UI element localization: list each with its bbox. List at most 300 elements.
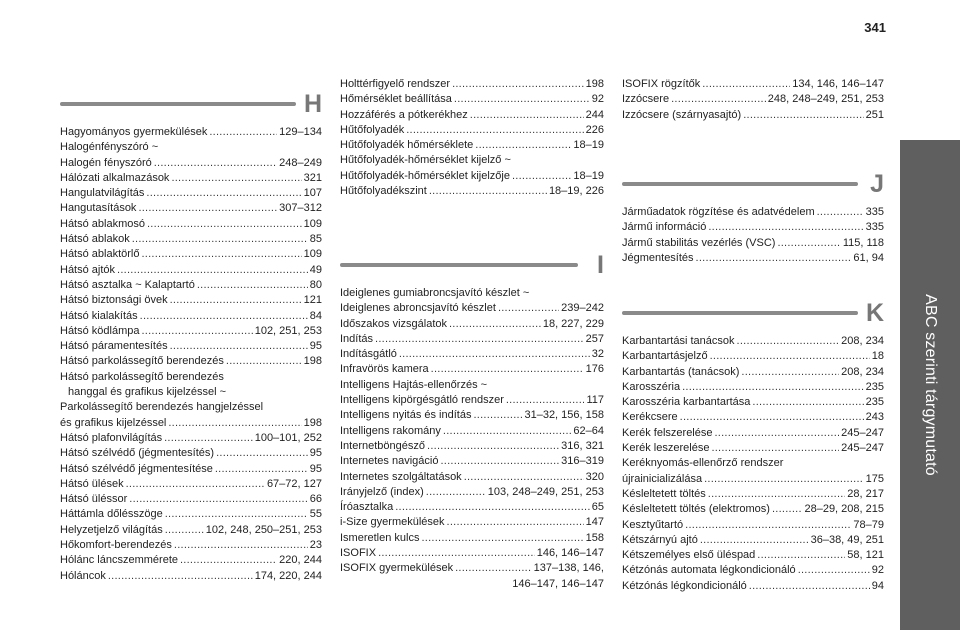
index-entry: [622, 487, 884, 502]
index-page-refs: 175: [865, 472, 884, 485]
index-page-refs: 235: [865, 396, 884, 409]
index-page-refs: 198: [303, 416, 322, 429]
index-term: Indítás: [340, 332, 374, 345]
index-entry: [340, 439, 604, 454]
index-page-refs: 239–242: [561, 302, 604, 315]
index-term: Íróasztalka: [340, 501, 394, 514]
dot-leader: [197, 278, 308, 293]
dot-leader: [708, 487, 846, 502]
dot-leader: [154, 156, 277, 171]
index-page-refs: 23: [309, 539, 322, 552]
index-section-h: [60, 90, 322, 584]
dot-leader: [126, 477, 265, 492]
index-column-2: [340, 0, 604, 640]
dot-leader: [132, 232, 308, 247]
index-entry: [60, 385, 322, 400]
index-entry: [340, 123, 604, 138]
index-term: Hálózati alkalmazások: [60, 171, 170, 184]
index-page-refs: 316–319: [561, 455, 604, 468]
index-page-refs: 92: [871, 564, 884, 577]
dot-leader: [108, 569, 253, 584]
dot-leader: [168, 416, 301, 431]
dot-leader: [680, 410, 864, 425]
index-entry: [340, 92, 604, 107]
index-page-refs: 316, 321: [561, 439, 604, 452]
index-page-refs: 107: [303, 187, 322, 200]
index-term: Helyzetjelző világítás: [60, 523, 163, 536]
dot-leader: [140, 309, 308, 324]
index-term: Kerék felszerelése: [622, 426, 713, 439]
index-entry-list: [340, 77, 604, 199]
dot-leader: [817, 205, 864, 220]
index-page-refs: 245–247: [841, 426, 884, 439]
index-page-refs: 18–19: [573, 169, 604, 182]
dot-leader: [702, 77, 790, 92]
dot-leader: [180, 553, 277, 568]
index-page-refs: 109: [303, 248, 322, 261]
index-page-refs: 244: [585, 108, 604, 121]
index-entry: [340, 138, 604, 153]
index-section-h-continued: [340, 77, 604, 199]
index-page-refs: 80: [309, 278, 322, 291]
dot-leader: [216, 446, 308, 461]
dot-leader: [174, 538, 308, 553]
index-entry-list: [622, 205, 884, 266]
dot-leader: [737, 334, 840, 349]
index-entry: [340, 424, 604, 439]
index-term: Hátsó üléssor: [60, 493, 128, 506]
index-term: Hűtőfolyadék-hőmérséklet kijelző ~: [340, 154, 511, 167]
index-term: Internetes szolgáltatások: [340, 470, 462, 483]
index-page-refs: 55: [309, 508, 322, 521]
index-entry: [622, 518, 884, 533]
index-page-refs: 198: [585, 78, 604, 90]
index-term: Jármű stabilitás vezérlés (VSC): [622, 236, 776, 249]
index-term: Karbantartás (tanácsok): [622, 365, 740, 378]
index-entry: [622, 533, 884, 548]
dot-leader: [757, 548, 845, 563]
dot-leader: [498, 301, 559, 316]
index-page-refs: 28–29, 208, 215: [804, 503, 884, 516]
index-entry: [340, 347, 604, 362]
index-term: Hőmérséklet beállítása: [340, 93, 452, 106]
index-term: Holttérfigyelő rendszer: [340, 78, 451, 90]
index-term: Jármű információ: [622, 221, 707, 234]
index-term: Hűtőfolyadékszint: [340, 185, 427, 198]
index-page-refs: 198: [303, 355, 322, 368]
index-term: Hátsó ablakok: [60, 233, 130, 246]
index-term: Indításgátló: [340, 348, 397, 361]
index-term: Internetböngésző: [340, 439, 426, 452]
index-entry: [60, 140, 322, 155]
index-page-refs: 95: [309, 340, 322, 353]
index-entry: [60, 507, 322, 522]
index-page-refs: 134, 146, 146–147: [792, 78, 884, 90]
index-term: Hőkomfort-berendezés: [60, 539, 172, 552]
index-page-refs: 84: [309, 309, 322, 322]
index-page-refs: 243: [865, 411, 884, 424]
index-term: Intelligens rakomány: [340, 424, 441, 437]
index-entry: [622, 548, 884, 563]
index-entry: [622, 220, 884, 235]
index-page-refs: 58, 121: [847, 549, 884, 562]
index-entry: [340, 531, 604, 546]
index-column-1: [60, 0, 322, 640]
index-entry: [622, 380, 884, 395]
index-page-refs: 18: [871, 350, 884, 363]
index-term: Hátsó ablakmosó: [60, 217, 145, 230]
index-page-refs: 95: [309, 447, 322, 460]
index-entry: [622, 410, 884, 425]
index-page-refs: 248–249: [279, 156, 322, 169]
index-term: Hátsó biztonsági övek: [60, 294, 168, 307]
section-header-k: [622, 299, 884, 328]
index-section-i: [340, 251, 604, 592]
dot-leader: [452, 77, 584, 92]
dot-leader: [147, 217, 302, 232]
index-term: és grafikus kijelzéssel: [60, 416, 167, 429]
index-entry: [60, 523, 322, 538]
index-entry: [60, 247, 322, 262]
index-page-refs: 28, 217: [847, 487, 884, 500]
index-entry: [340, 301, 604, 316]
index-term: 146–147, 146–147: [512, 577, 604, 590]
index-entry: [60, 217, 322, 232]
dot-leader: [443, 424, 572, 439]
index-entry: [340, 393, 604, 408]
dot-leader: [440, 454, 559, 469]
dot-leader: [427, 439, 559, 454]
index-page-refs: 109: [303, 217, 322, 230]
index-term: Hátsó ablaktörlő: [60, 248, 140, 261]
index-column-3: [622, 0, 884, 640]
index-term: Hóláncok: [60, 569, 106, 582]
index-entry: [622, 77, 884, 92]
dot-leader: [431, 362, 584, 377]
index-entry: [60, 569, 322, 584]
index-term: Hátsó asztalka ~ Kalaptartó: [60, 278, 195, 291]
index-term: Halogén fényszóró: [60, 156, 152, 169]
index-entry: [622, 251, 884, 266]
section-divider: [622, 182, 858, 186]
index-page-refs: 158: [585, 531, 604, 544]
index-entry: [622, 395, 884, 410]
index-entry: [622, 205, 884, 220]
index-entry: [622, 441, 884, 456]
index-page-refs: 102, 248, 250–251, 253: [205, 523, 322, 536]
index-entry: [340, 169, 604, 184]
dot-leader: [711, 441, 839, 456]
dot-leader: [378, 546, 535, 561]
index-term: Parkolássegítő berendezés hangjelzéssel: [60, 401, 264, 414]
index-page-refs: 251: [865, 108, 884, 121]
index-term: Késleltetett töltés (elektromos): [622, 503, 770, 516]
index-term: Hangutasítások: [60, 202, 137, 215]
dot-leader: [164, 431, 253, 446]
index-page-refs: 117: [586, 394, 604, 407]
index-term: Intelligens kipörgésgátló rendszer: [340, 394, 504, 407]
index-entry: [340, 317, 604, 332]
index-term: Internetes navigáció: [340, 455, 439, 468]
index-entry: [60, 309, 322, 324]
index-entry: [60, 324, 322, 339]
dot-leader: [715, 426, 840, 441]
index-entry: [60, 186, 322, 201]
dot-leader: [671, 92, 766, 107]
dot-leader: [704, 472, 864, 487]
index-page-refs: 220, 244: [279, 554, 322, 567]
index-page-refs: 208, 234: [841, 335, 884, 347]
index-entry: [622, 472, 884, 487]
dot-leader: [170, 339, 308, 354]
index-entry: [340, 515, 604, 530]
index-page-refs: 18–19, 226: [548, 185, 604, 198]
dot-leader: [475, 138, 571, 153]
index-page-refs: 146, 146–147: [536, 547, 604, 560]
index-entry: [60, 370, 322, 385]
index-entry: [340, 184, 604, 199]
index-page-refs: 176: [585, 363, 604, 376]
index-entry: [340, 546, 604, 561]
dot-leader: [375, 332, 584, 347]
index-entry: [622, 334, 884, 349]
index-section-i-continued: [622, 77, 884, 123]
index-entry-list: [622, 77, 884, 123]
index-entry: [60, 171, 322, 186]
index-term: Késleltetett töltés: [622, 487, 706, 500]
index-page-refs: 18, 227, 229: [542, 317, 604, 330]
index-term: újrainicializálása: [622, 472, 703, 485]
index-page-refs: 61, 94: [853, 251, 884, 264]
index-term: Karbantartásjelző: [622, 350, 708, 363]
index-entry: [60, 293, 322, 308]
index-entry: [340, 485, 604, 500]
index-entry: [622, 349, 884, 364]
index-page-refs: 335: [865, 206, 884, 218]
index-term: Hátsó parkolássegítő berendezés: [60, 370, 224, 383]
dot-leader: [170, 293, 302, 308]
dot-leader: [506, 393, 585, 408]
dot-leader: [682, 380, 864, 395]
section-letter-k: K: [865, 299, 884, 327]
dot-leader: [399, 347, 590, 362]
index-entry: [340, 153, 604, 168]
dot-leader: [226, 354, 302, 369]
index-term: Izzócsere (szárnyasajtó): [622, 108, 742, 121]
index-entry: [622, 426, 884, 441]
index-entry: [622, 502, 884, 517]
index-sidebar-tab: [900, 140, 960, 630]
index-term: Karbantartási tanácsok: [622, 335, 735, 347]
index-entry: [340, 470, 604, 485]
index-term: Hátsó szélvédő jégmentesítése: [60, 462, 213, 475]
index-term: Hűtőfolyadék hőmérséklete: [340, 139, 474, 152]
dot-leader: [512, 169, 571, 184]
dot-leader: [455, 561, 532, 576]
index-entry: [60, 278, 322, 293]
index-term: Hátsó parkolássegítő berendezés: [60, 355, 224, 368]
index-term: Kerék leszerelése: [622, 442, 710, 455]
page-number: 341: [864, 20, 886, 35]
index-term: Hátsó páramentesítés: [60, 340, 168, 353]
index-term: Hozzáférés a pótkerékhez: [340, 108, 468, 121]
index-entry: [340, 454, 604, 469]
section-divider: [622, 311, 858, 315]
dot-leader: [464, 470, 584, 485]
dot-leader: [798, 563, 870, 578]
index-entry: [340, 577, 604, 592]
index-entry: [60, 492, 322, 507]
index-page-refs: 257: [585, 332, 604, 345]
index-entry: [60, 156, 322, 171]
index-entry-list: [60, 125, 322, 584]
index-term: Ismeretlen kulcs: [340, 531, 420, 544]
dot-leader: [449, 317, 541, 332]
index-term: Kerékcsere: [622, 411, 678, 424]
index-entry: [60, 400, 322, 415]
dot-leader: [142, 247, 302, 262]
index-entry: [340, 77, 604, 92]
section-header-i: [340, 251, 604, 280]
index-page-refs: 100–101, 252: [254, 431, 322, 444]
dot-leader: [429, 184, 547, 199]
dot-leader: [696, 251, 852, 266]
dot-leader: [215, 462, 308, 477]
index-entry-list: [622, 334, 884, 594]
index-entry: [622, 563, 884, 578]
index-term: ISOFIX: [340, 547, 377, 560]
dot-leader: [752, 395, 863, 410]
index-term: Kétszemélyes első üléspad: [622, 549, 756, 562]
dot-leader: [142, 324, 253, 339]
index-page-refs: 62–64: [573, 424, 604, 437]
index-page-refs: 245–247: [841, 442, 884, 455]
index-page-refs: 307–312: [279, 202, 322, 215]
section-letter-i: I: [597, 251, 604, 279]
dot-leader: [685, 518, 851, 533]
index-term: Kétszárnyú ajtó: [622, 533, 698, 546]
index-entry: [340, 500, 604, 515]
dot-leader: [743, 108, 863, 123]
index-page-refs: 235: [865, 380, 884, 393]
dot-leader: [772, 502, 803, 517]
index-entry: [340, 561, 604, 576]
index-entry: [60, 339, 322, 354]
dot-leader: [171, 171, 301, 186]
index-term: Kétzónás légkondicionáló: [622, 579, 747, 592]
index-page-refs: 208, 234: [841, 365, 884, 378]
index-term: Hátsó szélvédő (jégmentesítés): [60, 447, 215, 460]
index-entry: [60, 263, 322, 278]
index-page-refs: 65: [591, 501, 604, 514]
index-section-k: [622, 299, 884, 594]
index-sidebar-label: ABC szerinti tárgymutató: [922, 294, 939, 476]
index-entry: [60, 462, 322, 477]
index-term: hanggal és grafikus kijelzéssel ~: [68, 386, 227, 399]
index-entry: [340, 362, 604, 377]
index-term: Hagyományos gyermekülések: [60, 126, 208, 138]
index-term: Hűtőfolyadék: [340, 123, 405, 136]
index-term: Hátsó kialakítás: [60, 309, 138, 322]
index-page-refs: 78–79: [853, 518, 884, 531]
index-page-refs: 66: [309, 493, 322, 506]
index-entry: [60, 354, 322, 369]
dot-leader: [426, 485, 486, 500]
index-term: Kesztyűtartó: [622, 518, 684, 531]
index-page-refs: 147: [585, 516, 604, 529]
index-entry: [340, 332, 604, 347]
dot-leader: [447, 515, 584, 530]
index-term: i-Size gyermekülések: [340, 516, 445, 529]
index-term: ISOFIX gyermekülések: [340, 562, 454, 575]
index-term: Halogénfényszóró ~: [60, 141, 159, 154]
index-page-refs: 85: [309, 233, 322, 246]
index-entry: [60, 201, 322, 216]
index-term: Intelligens nyitás és indítás: [340, 409, 472, 422]
index-term: Keréknyomás-ellenőrző rendszer: [622, 457, 784, 470]
index-entry: [340, 408, 604, 423]
index-term: Karosszéria karbantartása: [622, 396, 751, 409]
dot-leader: [710, 349, 870, 364]
dot-leader: [700, 533, 809, 548]
index-term: ISOFIX rögzítők: [622, 78, 701, 90]
index-entry: [622, 365, 884, 380]
index-page-refs: 92: [591, 93, 604, 106]
index-entry: [340, 108, 604, 123]
index-term: Kétzónás automata légkondicionáló: [622, 564, 796, 577]
index-page-refs: 115, 118: [842, 236, 884, 249]
index-entry: [60, 416, 322, 431]
index-term: Ideiglenes abroncsjavító készlet: [340, 302, 496, 315]
dot-leader: [708, 220, 863, 235]
section-divider: [60, 102, 296, 106]
dot-leader: [138, 201, 277, 216]
section-letter-j: J: [870, 170, 884, 198]
index-term: Ideiglenes gumiabroncsjavító készlet ~: [340, 287, 530, 299]
section-divider: [340, 263, 578, 267]
index-page-refs: 248, 248–249, 251, 253: [767, 93, 884, 106]
dot-leader: [395, 500, 590, 515]
index-page-refs: 18–19: [573, 139, 604, 152]
index-term: Karosszéria: [622, 380, 681, 393]
index-entry: [60, 125, 322, 140]
index-page-refs: 94: [871, 579, 884, 592]
index-entry: [60, 431, 322, 446]
index-section-j: [622, 170, 884, 266]
index-entry-list: [340, 286, 604, 592]
dot-leader: [165, 523, 204, 538]
index-page-refs: 31–32, 156, 158: [524, 409, 604, 422]
index-term: Izzócsere: [622, 93, 670, 106]
index-term: Intelligens Hajtás-ellenőrzés ~: [340, 378, 488, 391]
index-page-refs: 121: [303, 294, 322, 307]
index-page-refs: 67–72, 127: [266, 477, 322, 490]
index-entry: [60, 446, 322, 461]
index-page-refs: 32: [591, 348, 604, 361]
index-term: Infravörös kamera: [340, 363, 429, 376]
index-term: Irányjelző (index): [340, 485, 424, 498]
dot-leader: [117, 263, 308, 278]
dot-leader: [165, 507, 308, 522]
index-page-refs: 102, 251, 253: [254, 324, 322, 337]
index-page-refs: 321: [303, 171, 322, 184]
index-page-refs: 137–138, 146,: [533, 562, 604, 575]
index-page-refs: 36–38, 49, 251: [810, 533, 884, 546]
index-entry: [622, 579, 884, 594]
index-entry: [622, 236, 884, 251]
index-term: Hátsó ülések: [60, 477, 124, 490]
section-header-h: [60, 90, 322, 119]
